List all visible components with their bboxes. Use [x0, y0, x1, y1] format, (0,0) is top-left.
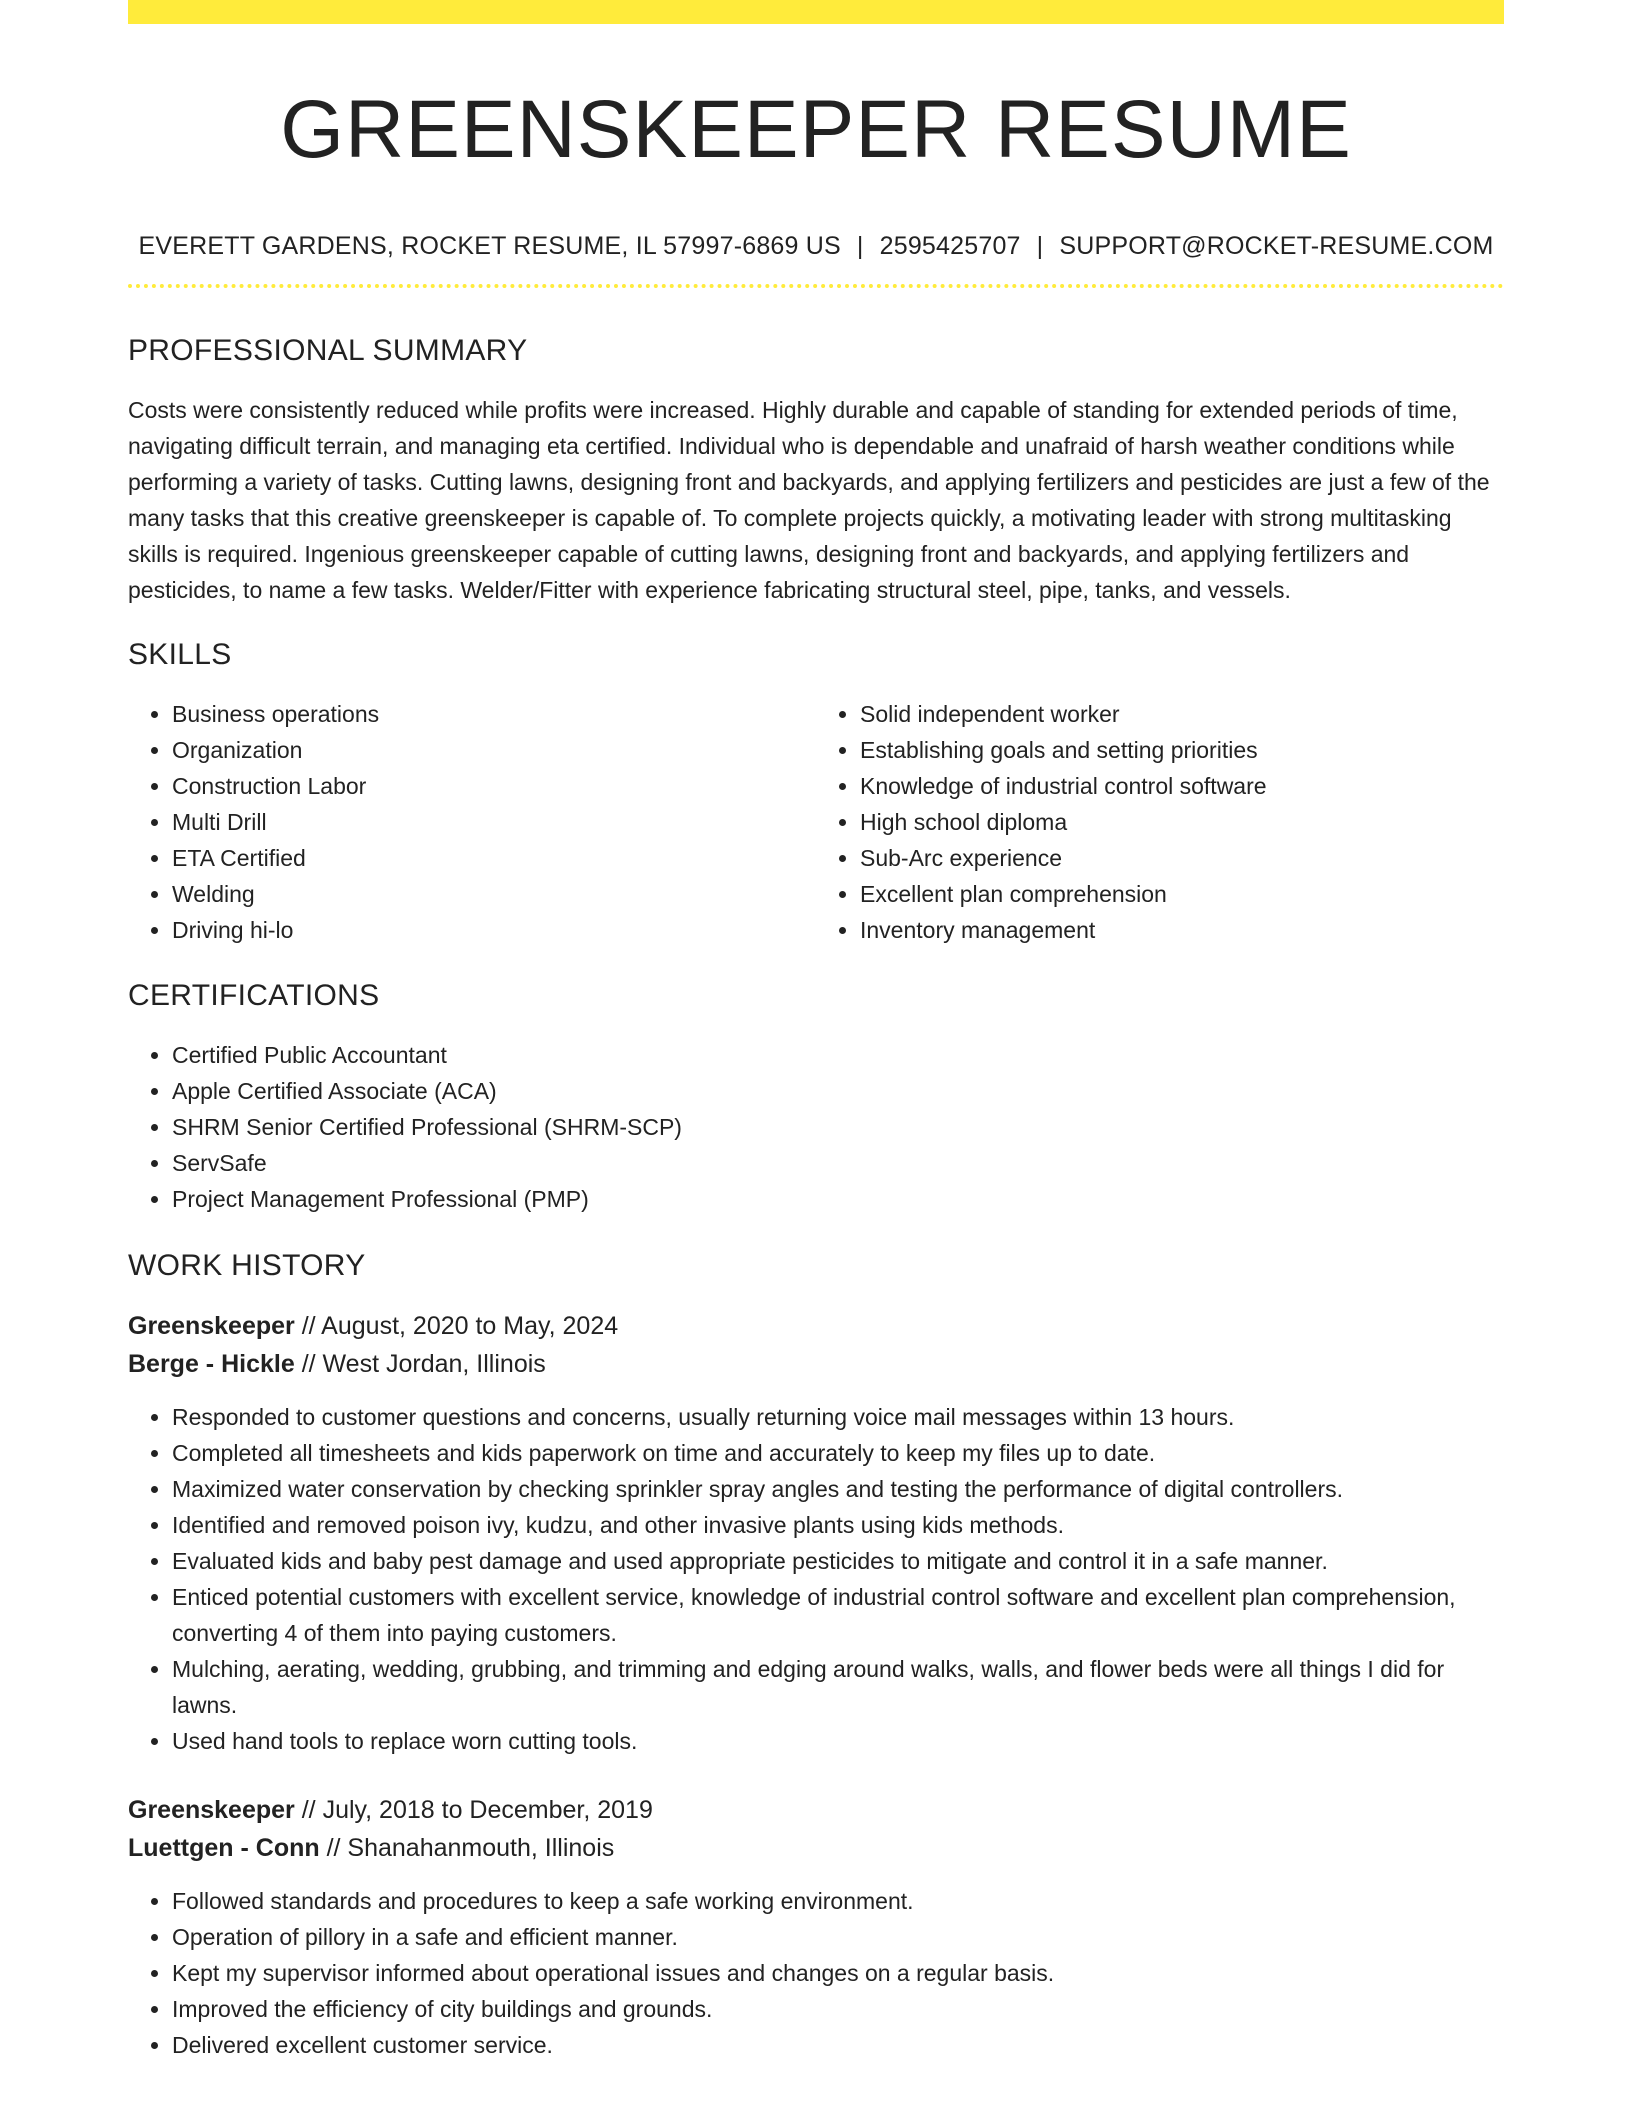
job-bullet: • Operation of pillory in a safe and efficient manner.	[172, 1919, 1504, 1955]
skills-columns	[128, 696, 1504, 948]
job-role: Greenskeeper	[128, 1796, 295, 1824]
skill-item: • Multi Drill	[172, 804, 816, 840]
job-bullet: • Kept my supervisor informed about operational issues and changes on a regular basis.	[172, 1955, 1504, 1991]
skills-list-left	[128, 696, 816, 948]
skill-item: • ETA Certified	[172, 840, 816, 876]
skill-item: • Establishing goals and setting priorities	[860, 732, 1504, 768]
skills-list-right	[816, 696, 1504, 948]
job-bullet: • Completed all timesheets and kids paperwork on time and accurately to keep my files up to date.	[172, 1435, 1504, 1471]
summary-heading: PROFESSIONAL SUMMARY	[128, 334, 528, 367]
job-company-line	[128, 1829, 1504, 1867]
contact-email: SUPPORT@ROCKET-RESUME.COM	[1059, 232, 1494, 260]
job-entry	[128, 1307, 1504, 1759]
job-bullet: • Mulching, aerating, wedding, grubbing, and trimming and edging around walks, walls, and flower beds were all things I did for lawns.	[172, 1651, 1504, 1723]
job-bullet: • Followed standards and procedures to keep a safe working environment.	[172, 1883, 1504, 1919]
certification-item: • Apple Certified Associate (ACA)	[172, 1073, 1504, 1109]
job-role: Greenskeeper	[128, 1312, 295, 1340]
skill-item: • Welding	[172, 876, 816, 912]
contact-line	[128, 230, 1504, 262]
contact-phone: 2595425707	[879, 232, 1021, 260]
skill-item: • Knowledge of industrial control software	[860, 768, 1504, 804]
job-bullet: • Identified and removed poison ivy, kudzu, and other invasive plants using kids methods.	[172, 1507, 1504, 1543]
job-company-line	[128, 1345, 1504, 1383]
skill-item: • Driving hi-lo	[172, 912, 816, 948]
certification-item: • ServSafe	[172, 1145, 1504, 1181]
job-location: // West Jordan, Illinois	[294, 1350, 546, 1378]
dotted-divider	[128, 284, 1504, 288]
job-dates: // August, 2020 to May, 2024	[294, 1312, 619, 1340]
job-dates: // July, 2018 to December, 2019	[294, 1796, 653, 1824]
job-role-line	[128, 1791, 1504, 1829]
resume-title: GREENSKEEPER RESUME	[280, 84, 1352, 175]
skill-item: • Excellent plan comprehension	[860, 876, 1504, 912]
job-bullets	[128, 1399, 1504, 1759]
work-history-heading: WORK HISTORY	[128, 1249, 366, 1282]
resume-content	[128, 0, 1504, 2063]
job-bullet: • Enticed potential customers with excellent service, knowledge of industrial control software and excellent plan comprehension, converting 4 of them into paying customers.	[172, 1579, 1504, 1651]
job-location: // Shanahanmouth, Illinois	[319, 1834, 615, 1862]
contact-separator: |	[1036, 232, 1044, 260]
job-role-line	[128, 1307, 1504, 1345]
job-bullet: • Responded to customer questions and concerns, usually returning voice mail messages within 13 hours.	[172, 1399, 1504, 1435]
skill-item: • Solid independent worker	[860, 696, 1504, 732]
skill-item: • Business operations	[172, 696, 816, 732]
job-company: Berge - Hickle	[128, 1350, 295, 1378]
certification-item: • SHRM Senior Certified Professional (SHRM-SCP)	[172, 1109, 1504, 1145]
job-bullets	[128, 1883, 1504, 2063]
skill-item: • Organization	[172, 732, 816, 768]
skill-item: • Sub-Arc experience	[860, 840, 1504, 876]
certification-item: • Certified Public Accountant	[172, 1037, 1504, 1073]
job-bullet: • Improved the efficiency of city buildings and grounds.	[172, 1991, 1504, 2027]
skills-heading: SKILLS	[128, 638, 232, 671]
certifications-list	[128, 1037, 1504, 1217]
job-bullet: • Used hand tools to replace worn cutting tools.	[172, 1723, 1504, 1759]
skill-item: • High school diploma	[860, 804, 1504, 840]
job-bullet: • Maximized water conservation by checking sprinkler spray angles and testing the performance of digital controllers.	[172, 1471, 1504, 1507]
skill-item: • Inventory management	[860, 912, 1504, 948]
summary-text: Costs were consistently reduced while profits were increased. Highly durable and capable of standing for extended periods of time, navigating difficult terrain, and managing eta certified. Individual who is dependable and unafraid of harsh weather conditions while performing a variety of tasks. Cutting lawns, designing front and backyards, and applying fertilizers and pesticides are just a few of the many tasks that this creative greenskeeper is capable of. To complete projects quickly, a motivating leader with strong multitasking skills is required. Ingenious greenskeeper capable of cutting lawns, designing front and backyards, and applying fertilizers and pesticides, to name a few tasks. Welder/Fitter with experience fabricating structural steel, pipe, tanks, and vessels.	[128, 397, 1490, 603]
job-entry	[128, 1791, 1504, 2063]
certifications-heading: CERTIFICATIONS	[128, 979, 380, 1012]
contact-address: EVERETT GARDENS, ROCKET RESUME, IL 57997-6869 US	[138, 232, 841, 260]
certification-item: • Project Management Professional (PMP)	[172, 1181, 1504, 1217]
job-company: Luettgen - Conn	[128, 1834, 320, 1862]
job-bullet: • Delivered excellent customer service.	[172, 2027, 1504, 2063]
skill-item: • Construction Labor	[172, 768, 816, 804]
contact-separator: |	[856, 232, 864, 260]
job-bullet: • Evaluated kids and baby pest damage and used appropriate pesticides to mitigate and control it in a safe manner.	[172, 1543, 1504, 1579]
